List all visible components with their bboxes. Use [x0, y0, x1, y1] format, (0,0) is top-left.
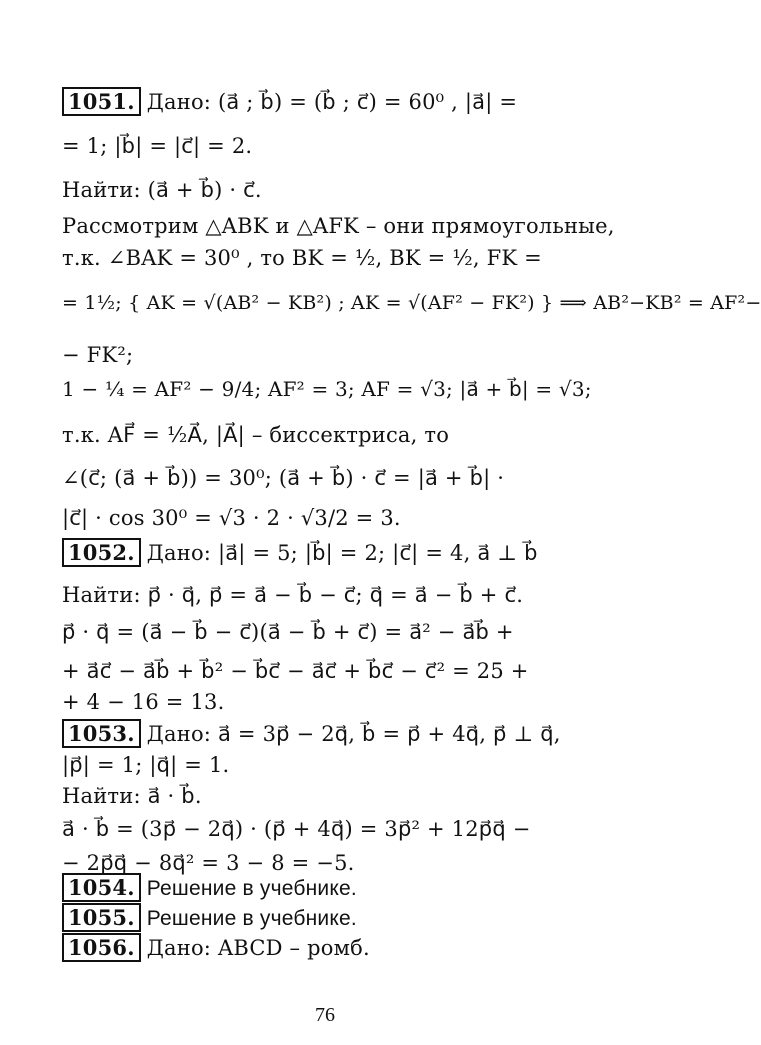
page-number: 76 — [315, 1004, 335, 1026]
problem-number-1053: 1053. — [62, 719, 141, 748]
problem-text: Решение в учебнике. — [146, 877, 357, 900]
problem-text: Дано: ABCD – ромб. — [146, 936, 370, 960]
problem-text: Дано: (a⃗ ; b⃗) = (b⃗ ; c⃗) = 60⁰ , |a⃗| = — [146, 90, 518, 114]
line-1051-2: = 1; |b⃗| = |c⃗| = 2. — [62, 134, 253, 158]
problem-number-1051: 1051. — [62, 87, 141, 116]
line-1051-11: |c⃗| · cos 30⁰ = √3 · 2 · √3/2 = 3. — [62, 506, 401, 530]
line-1051-6: = 1½; { AK = √(AB² − KB²) ; AK = √(AF² − FK²) } ⟹ AB²−KB² = AF²− — [62, 292, 761, 314]
line-1051-3: Найти: (a⃗ + b⃗) · c⃗. — [62, 178, 262, 202]
line-1051-9: т.к. AF⃗ = ½A⃗, |A⃗| – биссектриса, то — [62, 423, 450, 447]
line-1053-1 — [62, 719, 630, 749]
line-1051-4: Рассмотрим △ABK и △AFK – они прямоугольные, — [62, 214, 615, 238]
line-1051-1 — [62, 87, 630, 117]
line-1051-7: − FK²; — [62, 343, 134, 367]
problem-text: Дано: |a⃗| = 5; |b⃗| = 2; |c⃗| = 4, a⃗ ⊥ b⃗ — [146, 541, 538, 565]
problem-number-1055: 1055. — [62, 903, 141, 932]
line-1055 — [62, 903, 630, 934]
line-1052-4: + a⃗c⃗ − a⃗b⃗ + b⃗² − b⃗c⃗ − a⃗c⃗ + b⃗c⃗ − c⃗² = 25 + — [62, 659, 529, 683]
line-1053-2: |p⃗| = 1; |q⃗| = 1. — [62, 753, 230, 777]
problem-text: Решение в учебнике. — [146, 907, 357, 930]
line-1052-1 — [62, 538, 630, 568]
problem-text: Дано: a⃗ = 3p⃗ − 2q⃗, b⃗ = p⃗ + 4q⃗, p⃗ ⊥ q⃗, — [146, 722, 561, 746]
line-1051-5: т.к. ∠BAK = 30⁰ , то BK = ½, BK = ½, FK = — [62, 246, 542, 270]
line-1053-3: Найти: a⃗ · b⃗. — [62, 784, 202, 808]
line-1053-5: − 2p⃗q⃗ − 8q⃗² = 3 − 8 = −5. — [62, 851, 355, 875]
line-1054 — [62, 873, 630, 904]
problem-number-1056: 1056. — [62, 933, 141, 962]
problem-number-1052: 1052. — [62, 538, 141, 567]
line-1056 — [62, 933, 630, 963]
line-1053-4: a⃗ · b⃗ = (3p⃗ − 2q⃗) · (p⃗ + 4q⃗) = 3p⃗² + 12p⃗q⃗ − — [62, 817, 531, 841]
line-1051-8: 1 − ¼ = AF² − 9/4; AF² = 3; AF = √3; |a⃗ + b⃗| = √3; — [62, 377, 592, 401]
problem-number-1054: 1054. — [62, 873, 141, 902]
line-1052-3: p⃗ · q⃗ = (a⃗ − b⃗ − c⃗)(a⃗ − b⃗ + c⃗) = a⃗² − a⃗b⃗ + — [62, 620, 514, 644]
line-1051-10: ∠(c⃗; (a⃗ + b⃗)) = 30⁰; (a⃗ + b⃗) · c⃗ = |a⃗ + b⃗| · — [62, 466, 505, 490]
line-1052-5: + 4 − 16 = 13. — [62, 690, 225, 714]
line-1052-2: Найти: p⃗ · q⃗, p⃗ = a⃗ − b⃗ − c⃗; q⃗ = a⃗ − b⃗ + c⃗. — [62, 583, 524, 607]
